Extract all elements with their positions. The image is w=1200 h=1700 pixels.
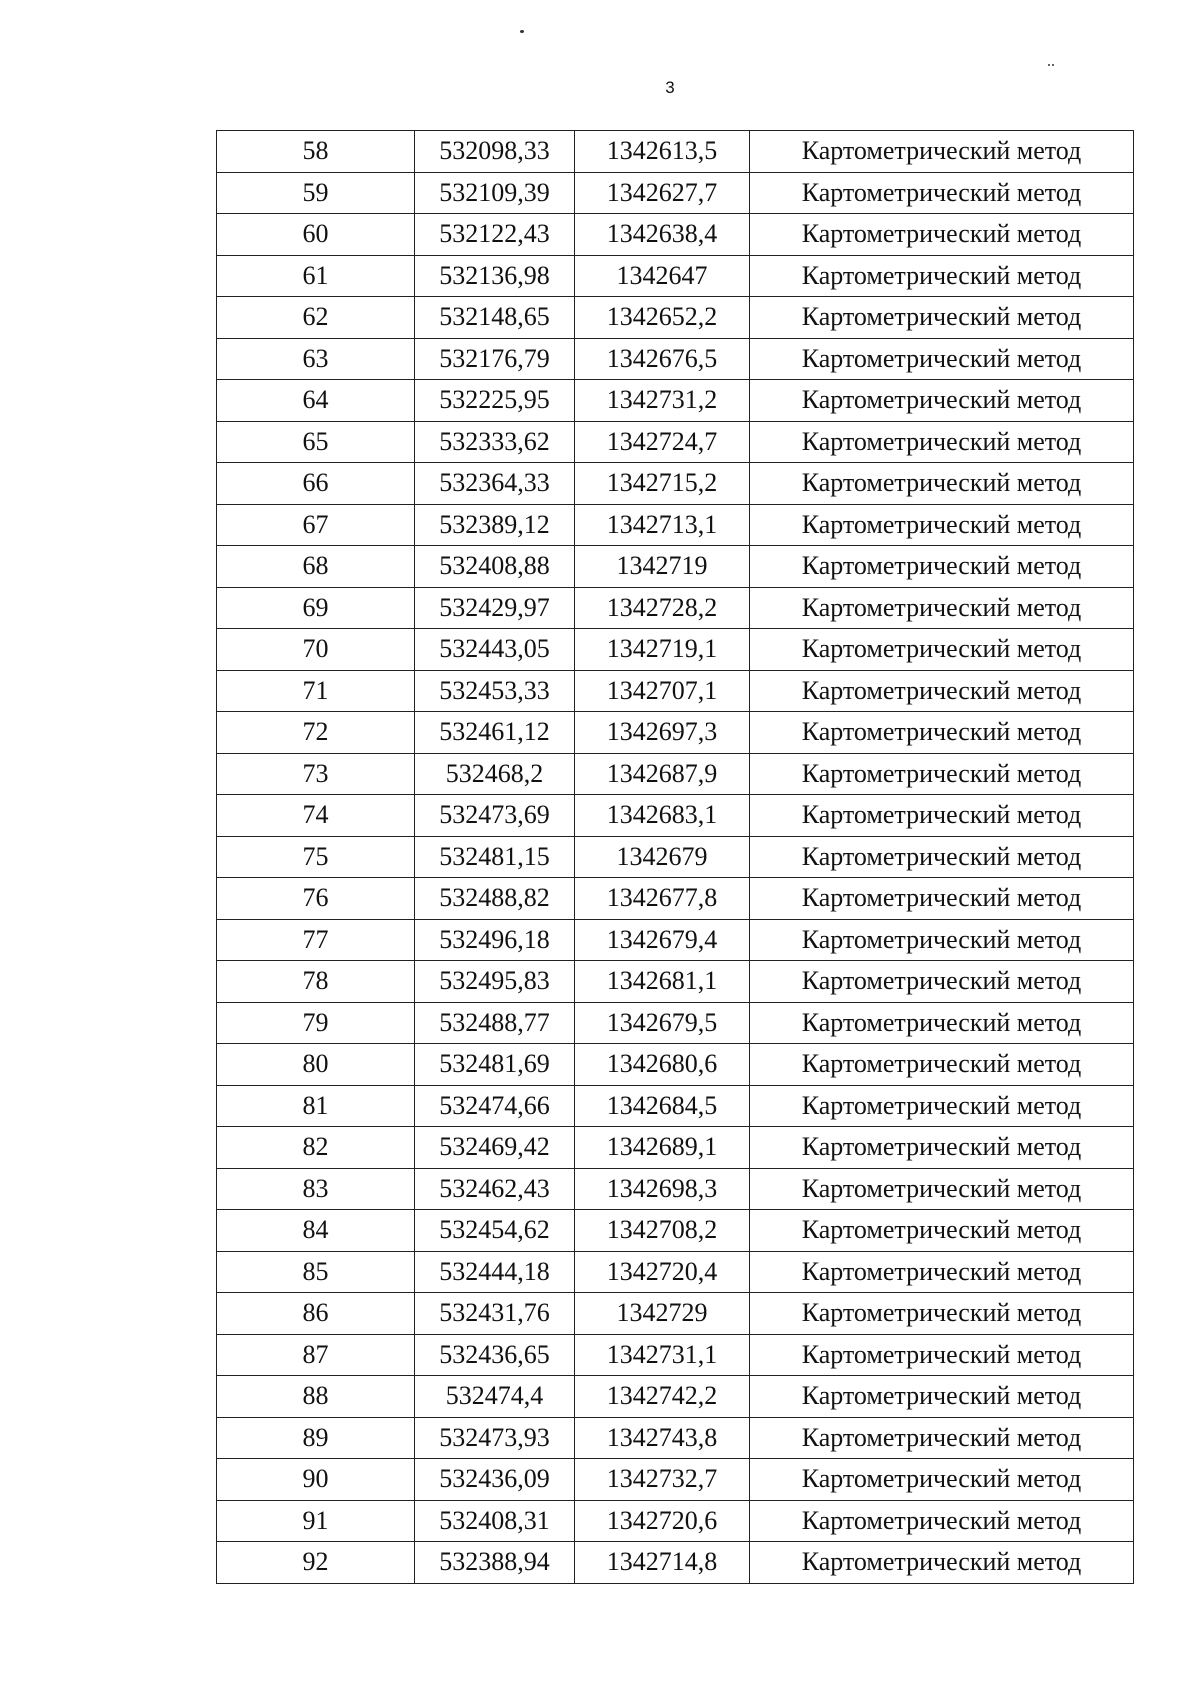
y-coordinate-cell: 1342708,2 [575, 1210, 750, 1252]
point-number-cell: 81 [217, 1085, 415, 1127]
table-row [217, 463, 1134, 505]
method-cell: Картометрический метод [750, 1044, 1134, 1086]
table-row [217, 172, 1134, 214]
x-coordinate-cell: 532488,77 [415, 1002, 575, 1044]
method-cell: Картометрический метод [750, 1293, 1134, 1335]
point-number-cell: 68 [217, 546, 415, 588]
method-cell: Картометрический метод [750, 1376, 1134, 1418]
point-number-cell: 70 [217, 629, 415, 671]
point-number-cell: 58 [217, 131, 415, 173]
table-row [217, 1542, 1134, 1584]
y-coordinate-cell: 1342681,1 [575, 961, 750, 1003]
x-coordinate-cell: 532496,18 [415, 919, 575, 961]
scan-speck [520, 30, 524, 33]
point-number-cell: 88 [217, 1376, 415, 1418]
coordinates-table-body [217, 131, 1134, 1584]
x-coordinate-cell: 532225,95 [415, 380, 575, 422]
point-number-cell: 79 [217, 1002, 415, 1044]
y-coordinate-cell: 1342689,1 [575, 1127, 750, 1169]
point-number-cell: 61 [217, 255, 415, 297]
method-cell: Картометрический метод [750, 1459, 1134, 1501]
y-coordinate-cell: 1342731,2 [575, 380, 750, 422]
method-cell: Картометрический метод [750, 421, 1134, 463]
x-coordinate-cell: 532474,66 [415, 1085, 575, 1127]
y-coordinate-cell: 1342743,8 [575, 1417, 750, 1459]
table-row [217, 1085, 1134, 1127]
y-coordinate-cell: 1342652,2 [575, 297, 750, 339]
y-coordinate-cell: 1342687,9 [575, 753, 750, 795]
point-number-cell: 62 [217, 297, 415, 339]
y-coordinate-cell: 1342613,5 [575, 131, 750, 173]
point-number-cell: 77 [217, 919, 415, 961]
table-row [217, 1168, 1134, 1210]
x-coordinate-cell: 532364,33 [415, 463, 575, 505]
point-number-cell: 74 [217, 795, 415, 837]
x-coordinate-cell: 532109,39 [415, 172, 575, 214]
y-coordinate-cell: 1342729 [575, 1293, 750, 1335]
table-row [217, 1002, 1134, 1044]
y-coordinate-cell: 1342698,3 [575, 1168, 750, 1210]
y-coordinate-cell: 1342683,1 [575, 795, 750, 837]
y-coordinate-cell: 1342627,7 [575, 172, 750, 214]
y-coordinate-cell: 1342742,2 [575, 1376, 750, 1418]
method-cell: Картометрический метод [750, 961, 1134, 1003]
y-coordinate-cell: 1342731,1 [575, 1334, 750, 1376]
point-number-cell: 59 [217, 172, 415, 214]
method-cell: Картометрический метод [750, 836, 1134, 878]
point-number-cell: 82 [217, 1127, 415, 1169]
table-row [217, 587, 1134, 629]
method-cell: Картометрический метод [750, 670, 1134, 712]
x-coordinate-cell: 532454,62 [415, 1210, 575, 1252]
method-cell: Картометрический метод [750, 878, 1134, 920]
x-coordinate-cell: 532098,33 [415, 131, 575, 173]
point-number-cell: 80 [217, 1044, 415, 1086]
method-cell: Картометрический метод [750, 1542, 1134, 1584]
y-coordinate-cell: 1342719 [575, 546, 750, 588]
table-row [217, 255, 1134, 297]
method-cell: Картометрический метод [750, 1168, 1134, 1210]
point-number-cell: 90 [217, 1459, 415, 1501]
x-coordinate-cell: 532429,97 [415, 587, 575, 629]
table-row [217, 1334, 1134, 1376]
scan-speck [1052, 64, 1054, 66]
method-cell: Картометрический метод [750, 338, 1134, 380]
method-cell: Картометрический метод [750, 1085, 1134, 1127]
method-cell: Картометрический метод [750, 297, 1134, 339]
y-coordinate-cell: 1342677,8 [575, 878, 750, 920]
point-number-cell: 86 [217, 1293, 415, 1335]
table-row [217, 297, 1134, 339]
table-row [217, 1127, 1134, 1169]
x-coordinate-cell: 532469,42 [415, 1127, 575, 1169]
x-coordinate-cell: 532388,94 [415, 1542, 575, 1584]
x-coordinate-cell: 532148,65 [415, 297, 575, 339]
method-cell: Картометрический метод [750, 1500, 1134, 1542]
method-cell: Картометрический метод [750, 1251, 1134, 1293]
y-coordinate-cell: 1342638,4 [575, 214, 750, 256]
table-row [217, 421, 1134, 463]
method-cell: Картометрический метод [750, 1210, 1134, 1252]
method-cell: Картометрический метод [750, 629, 1134, 671]
x-coordinate-cell: 532444,18 [415, 1251, 575, 1293]
y-coordinate-cell: 1342679,4 [575, 919, 750, 961]
y-coordinate-cell: 1342720,4 [575, 1251, 750, 1293]
x-coordinate-cell: 532333,62 [415, 421, 575, 463]
method-cell: Картометрический метод [750, 131, 1134, 173]
method-cell: Картометрический метод [750, 463, 1134, 505]
x-coordinate-cell: 532481,69 [415, 1044, 575, 1086]
y-coordinate-cell: 1342720,6 [575, 1500, 750, 1542]
x-coordinate-cell: 532176,79 [415, 338, 575, 380]
table-row [217, 1459, 1134, 1501]
point-number-cell: 76 [217, 878, 415, 920]
x-coordinate-cell: 532408,88 [415, 546, 575, 588]
y-coordinate-cell: 1342676,5 [575, 338, 750, 380]
y-coordinate-cell: 1342680,6 [575, 1044, 750, 1086]
method-cell: Картометрический метод [750, 214, 1134, 256]
method-cell: Картометрический метод [750, 712, 1134, 754]
table-row [217, 795, 1134, 837]
x-coordinate-cell: 532453,33 [415, 670, 575, 712]
method-cell: Картометрический метод [750, 1334, 1134, 1376]
x-coordinate-cell: 532389,12 [415, 504, 575, 546]
y-coordinate-cell: 1342679 [575, 836, 750, 878]
x-coordinate-cell: 532443,05 [415, 629, 575, 671]
table-row [217, 504, 1134, 546]
table-row [217, 1044, 1134, 1086]
point-number-cell: 91 [217, 1500, 415, 1542]
table-row [217, 1293, 1134, 1335]
method-cell: Картометрический метод [750, 919, 1134, 961]
x-coordinate-cell: 532122,43 [415, 214, 575, 256]
point-number-cell: 92 [217, 1542, 415, 1584]
x-coordinate-cell: 532436,65 [415, 1334, 575, 1376]
point-number-cell: 65 [217, 421, 415, 463]
method-cell: Картометрический метод [750, 1127, 1134, 1169]
x-coordinate-cell: 532436,09 [415, 1459, 575, 1501]
method-cell: Картометрический метод [750, 1002, 1134, 1044]
method-cell: Картометрический метод [750, 504, 1134, 546]
method-cell: Картометрический метод [750, 587, 1134, 629]
y-coordinate-cell: 1342707,1 [575, 670, 750, 712]
x-coordinate-cell: 532431,76 [415, 1293, 575, 1335]
x-coordinate-cell: 532461,12 [415, 712, 575, 754]
page-number: 3 [665, 78, 675, 97]
table-row [217, 753, 1134, 795]
y-coordinate-cell: 1342719,1 [575, 629, 750, 671]
y-coordinate-cell: 1342684,5 [575, 1085, 750, 1127]
point-number-cell: 73 [217, 753, 415, 795]
table-row [217, 670, 1134, 712]
y-coordinate-cell: 1342724,7 [575, 421, 750, 463]
table-row [217, 131, 1134, 173]
table-row [217, 961, 1134, 1003]
x-coordinate-cell: 532136,98 [415, 255, 575, 297]
x-coordinate-cell: 532473,93 [415, 1417, 575, 1459]
table-row [217, 1376, 1134, 1418]
method-cell: Картометрический метод [750, 380, 1134, 422]
x-coordinate-cell: 532408,31 [415, 1500, 575, 1542]
y-coordinate-cell: 1342697,3 [575, 712, 750, 754]
y-coordinate-cell: 1342647 [575, 255, 750, 297]
y-coordinate-cell: 1342732,7 [575, 1459, 750, 1501]
table-row [217, 629, 1134, 671]
table-row [217, 1210, 1134, 1252]
x-coordinate-cell: 532462,43 [415, 1168, 575, 1210]
table-row [217, 836, 1134, 878]
y-coordinate-cell: 1342713,1 [575, 504, 750, 546]
scan-speck [1048, 64, 1050, 66]
method-cell: Картометрический метод [750, 172, 1134, 214]
x-coordinate-cell: 532473,69 [415, 795, 575, 837]
method-cell: Картометрический метод [750, 546, 1134, 588]
y-coordinate-cell: 1342679,5 [575, 1002, 750, 1044]
point-number-cell: 87 [217, 1334, 415, 1376]
point-number-cell: 69 [217, 587, 415, 629]
method-cell: Картометрический метод [750, 795, 1134, 837]
point-number-cell: 83 [217, 1168, 415, 1210]
table-row [217, 338, 1134, 380]
x-coordinate-cell: 532474,4 [415, 1376, 575, 1418]
point-number-cell: 67 [217, 504, 415, 546]
y-coordinate-cell: 1342715,2 [575, 463, 750, 505]
table-row [217, 919, 1134, 961]
y-coordinate-cell: 1342728,2 [575, 587, 750, 629]
table-row [217, 1417, 1134, 1459]
y-coordinate-cell: 1342714,8 [575, 1542, 750, 1584]
point-number-cell: 66 [217, 463, 415, 505]
point-number-cell: 85 [217, 1251, 415, 1293]
method-cell: Картометрический метод [750, 1417, 1134, 1459]
method-cell: Картометрический метод [750, 753, 1134, 795]
point-number-cell: 64 [217, 380, 415, 422]
point-number-cell: 71 [217, 670, 415, 712]
table-row [217, 546, 1134, 588]
x-coordinate-cell: 532495,83 [415, 961, 575, 1003]
x-coordinate-cell: 532468,2 [415, 753, 575, 795]
point-number-cell: 78 [217, 961, 415, 1003]
method-cell: Картометрический метод [750, 255, 1134, 297]
point-number-cell: 89 [217, 1417, 415, 1459]
table-row [217, 214, 1134, 256]
x-coordinate-cell: 532488,82 [415, 878, 575, 920]
table-row [217, 1500, 1134, 1542]
point-number-cell: 60 [217, 214, 415, 256]
point-number-cell: 63 [217, 338, 415, 380]
point-number-cell: 84 [217, 1210, 415, 1252]
x-coordinate-cell: 532481,15 [415, 836, 575, 878]
table-row [217, 380, 1134, 422]
table-row [217, 712, 1134, 754]
table-row [217, 1251, 1134, 1293]
table-row [217, 878, 1134, 920]
point-number-cell: 72 [217, 712, 415, 754]
point-number-cell: 75 [217, 836, 415, 878]
coordinates-table [216, 130, 1134, 1584]
